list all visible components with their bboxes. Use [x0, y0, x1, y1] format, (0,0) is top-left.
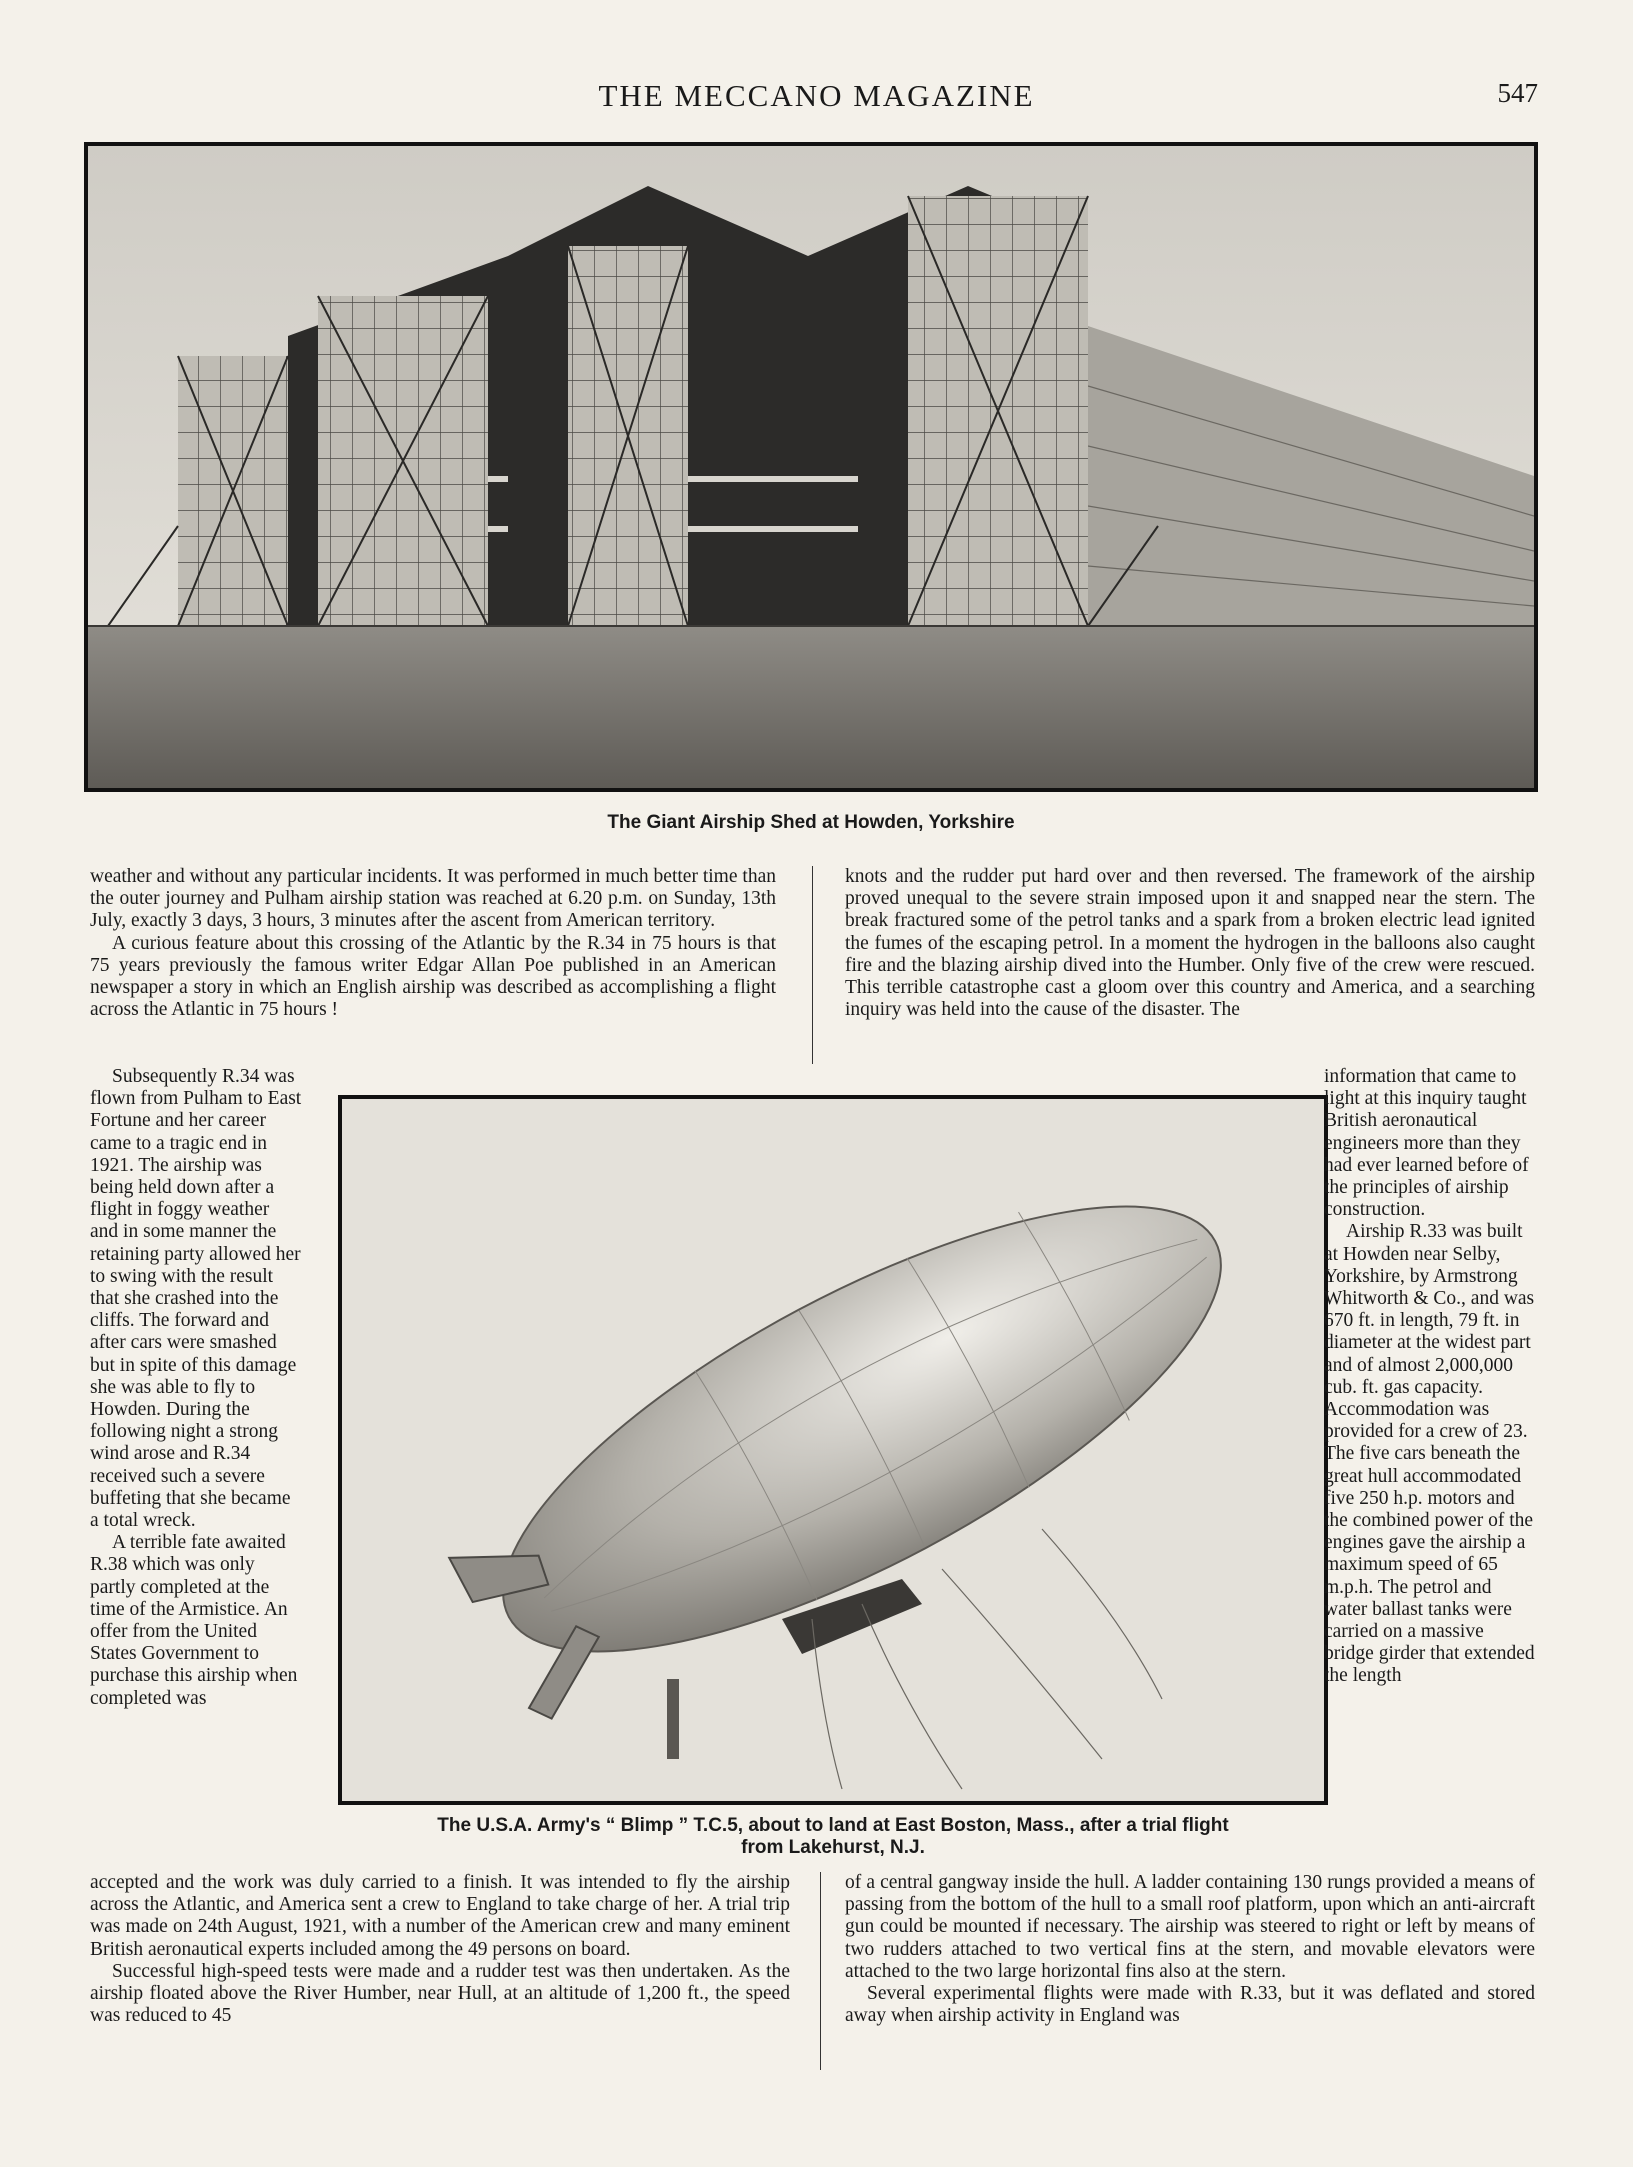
column-rule	[820, 1872, 821, 2070]
caption-line: The U.S.A. Army's “ Blimp ” T.C.5, about to land at East Boston, Mass., after a trial flight	[437, 1815, 1229, 1836]
paragraph: Several experimental flights were made with R.33, but it was deflated and stored away when airship activity in England was	[845, 1983, 1535, 2027]
paragraph: information that came to light at this inquiry taught British aeronautical engineers more than they had ever learned before of the principles of airship construction.	[1324, 1066, 1529, 1221]
airship-shed-illustration	[88, 146, 1534, 788]
paragraph: A terrible fate awaited R.38 which was only partly completed at the time of the Armistice. An offer from the United States Government to purchase this airship when completed was	[90, 1532, 298, 1709]
paragraph: knots and the rudder put hard over and then reversed. The framework of the airship proved unequal to the severe strain imposed upon it and snapped near the stern. The break fractured some of the petrol tanks and a spark from a broken electric lead ignited the fumes of the escaping petrol. In a moment the hydrogen in the balloons also caught fire and the blazing airship dived into the Humber. Only five of the crew were rescued. This terrible catastrophe cast a gloom over this country and America, and a searching inquiry was held into the cause of the disaster. The	[845, 866, 1535, 1021]
article-column-narrow-left	[90, 1066, 302, 1710]
paragraph: A curious feature about this crossing of the Atlantic by the R.34 in 75 hours is that 75 years previously the famous writer Edgar Allan Poe published in an American newspaper a story in which an English airship was described as accomplishing a flight across the Atlantic in 75 hours !	[90, 932, 776, 1021]
article-column-left-top	[90, 866, 776, 1021]
paragraph: weather and without any particular incidents. It was performed in much better time than the outer journey and Pulham airship station was reached at 6.20 p.m. on Sunday, 13th July, exactly 3 days, 3 hours, 3 minutes after the ascent from American territory.	[90, 866, 776, 932]
shed-photo-caption: The Giant Airship Shed at Howden, Yorkshire	[607, 812, 1015, 833]
airship-shed-photo	[84, 142, 1538, 792]
blimp-photo-caption	[338, 1815, 1328, 1859]
paragraph: accepted and the work was duly carried to a finish. It was intended to fly the airship across the Atlantic, and America sent a crew to England to take charge of her. A trial trip was made on 24th August, 1921, with a number of the American crew and many eminent British aeronautical experts included among the 49 persons on board.	[90, 1872, 790, 1960]
article-column-right-top	[845, 866, 1535, 1021]
paragraph: of a central gangway inside the hull. A ladder containing 130 rungs provided a means of passing from the bottom of the hull to a small roof platform, upon which an anti-aircraft gun could be mounted if necessary. The airship was steered to right or left by means of two rudders attached to two vertical fins at the stern, and movable elevators were attached to the two large horizontal fins also at the stern.	[845, 1872, 1535, 1982]
running-head	[0, 78, 1633, 118]
paragraph: Subsequently R.34 was flown from Pulham to East Fortune and her career came to a tragic end in 1921. The airship was being held down after a flight in foggy weather and in some manner the retaining party allowed her to swing with the result that she crashed into the cliffs. The forward and after cars were smashed but in spite of this damage she was able to fly to Howden. During the following night a strong wind arose and R.34 received such a severe buffeting that she became a total wreck.	[90, 1066, 302, 1532]
caption-line: from Lakehurst, N.J.	[741, 1837, 925, 1858]
article-column-left-bottom	[90, 1872, 790, 2027]
page-number: 547	[1497, 78, 1538, 108]
column-rule	[812, 866, 813, 1064]
article-column-right-bottom	[845, 1872, 1535, 2027]
paragraph: Successful high-speed tests were made and a rudder test was then undertaken. As the airship floated above the River Humber, near Hull, at an altitude of 1,200 ft., the speed was reduced to 45	[90, 1960, 790, 2027]
blimp-illustration	[342, 1099, 1324, 1801]
article-column-narrow-right	[1324, 1066, 1536, 1688]
paragraph: Airship R.33 was built at Howden near Selby, Yorkshire, by Armstrong Whitworth & Co., and was 670 ft. in length, 79 ft. in diameter at the widest part and of almost 2,000,000 cub. ft. gas capacity. Accommodation was provided for a crew of 23. The five cars beneath the great hull accommodated five 250 h.p. motors and the combined power of the engines gave the airship a maximum speed of 65 m.p.h. The petrol and water ballast tanks were carried on a massive bridge girder that extended the length	[1324, 1221, 1535, 1687]
magazine-title: THE MECCANO MAGAZINE	[598, 78, 1035, 113]
blimp-photo	[338, 1095, 1328, 1805]
